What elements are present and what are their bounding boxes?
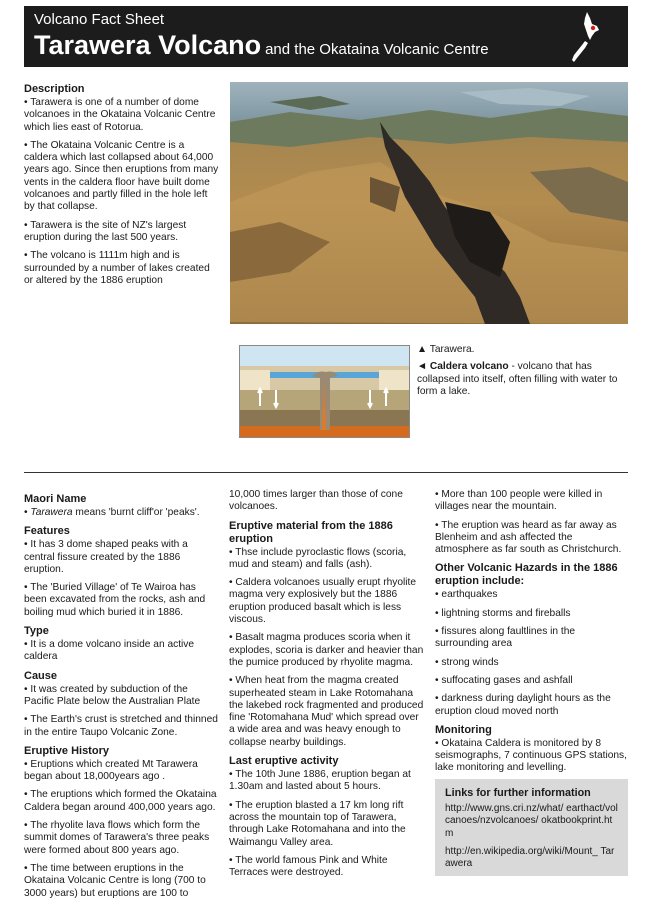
last-activity-item: • The eruption blasted a 17 km long rift across the mountain top of Tarawera, through Lake Rotomahana and into the Waimangu Valley area.	[229, 800, 425, 849]
facts-column-1	[24, 489, 220, 906]
maori-name-heading: Maori Name	[24, 493, 87, 505]
title-suffix: and the Okataina Volcanic Centre	[265, 41, 489, 58]
new-zealand-map-icon	[570, 10, 602, 64]
monitoring-heading: Monitoring	[435, 723, 492, 736]
material-heading: Eruptive material from the 1886 eruption	[229, 519, 393, 545]
hazard-item: • fissures along faultlines in the surrounding area	[435, 626, 628, 651]
type-heading: Type	[24, 625, 49, 638]
history-item: • The eruptions which formed the Okataina Caldera began around 400,000 years ago.	[24, 789, 220, 814]
type-item: • It is a dome volcano inside an active caldera	[24, 639, 220, 664]
description-heading: Description	[24, 83, 85, 95]
feature-item: • The 'Buried Village' of Te Wairoa has been excavated from the rocks, ash and boiling mud which buried it in 1886.	[24, 582, 220, 619]
impact-item: • More than 100 people were killed in villages near the mountain.	[435, 489, 628, 514]
feature-item: • It has 3 dome shaped peaks with a central fissure created by the 1886 eruption.	[24, 539, 220, 576]
page-title	[34, 30, 489, 61]
last-activity-item: • The world famous Pink and White Terraces were destroyed.	[229, 855, 425, 880]
title-main: Tarawera Volcano	[34, 30, 262, 60]
monitoring-item: • Okataina Caldera is monitored by 8 seismographs, 7 continuous GPS stations, lake monitoring and levelling.	[435, 738, 628, 775]
facts-column-2	[229, 489, 425, 885]
cause-item: • It was created by subduction of the Pacific Plate below the Australian Plate	[24, 684, 220, 709]
history-continuation: 10,000 times larger than those of cone volcanoes.	[229, 489, 403, 513]
maori-name-word: Tarawera	[30, 507, 73, 518]
description-item: • The volcano is 1111m high and is surrounded by a number of lakes created or altered by the 1886 eruption	[24, 250, 220, 287]
last-activity-item: • The 10th June 1886, eruption began at 1.30am and lasted about 5 hours.	[229, 769, 425, 794]
material-item: • Thse include pyroclastic flows (scoria, mud and steam) and falls (ash).	[229, 547, 425, 572]
hazards-heading: Other Volcanic Hazards in the 1886 eruption include:	[435, 562, 618, 588]
caldera-cross-section-diagram	[239, 345, 410, 438]
caldera-definition: - volcano that has collapsed into itself, often filling with water to form a lake.	[417, 361, 618, 397]
hazard-item: • lightning storms and fireballs	[435, 608, 628, 620]
impact-item: • The eruption was heard as far away as Blenheim and ash affected the atmosphere as far south as Christchurch.	[435, 520, 628, 557]
maori-name-text	[24, 507, 220, 519]
features-heading: Features	[24, 525, 70, 538]
links-box	[435, 779, 628, 876]
history-item: • Eruptions which created Mt Tarawera began about 18,000years ago .	[24, 759, 220, 784]
description-section	[24, 79, 220, 293]
material-item: • Caldera volcanoes usually erupt rhyolite magma very explosively but the 1886 eruption produced basalt which is less viscous.	[229, 577, 425, 626]
link-gns[interactable]: http://www.gns.cri.nz/what/ earthact/volcanoes/nzvolcanoes/ okatbookprint.htm	[445, 803, 618, 839]
maori-name-meaning: means 'burnt cliff'or 'peaks'.	[72, 507, 200, 518]
description-item: • Tarawera is one of a number of dome volcanoes in the Okataina Volcanic Centre which lies east of Rotorua.	[24, 97, 220, 134]
history-item: • The time between eruptions in the Okataina Volcanic Centre is long (700 to 3000 years) but eruptions are 100 to	[24, 863, 220, 900]
description-item: • Tarawera is the site of NZ's largest eruption during the last 500 years.	[24, 220, 220, 245]
hazard-item: • suffocating gases and ashfall	[435, 675, 628, 687]
caldera-term: ◄ Caldera volcano	[417, 361, 509, 373]
header-banner	[24, 6, 628, 67]
header-subtitle: Volcano Fact Sheet	[34, 11, 165, 28]
material-item: • Basalt magma produces scoria when it explodes, scoria is darker and heavier than the pumice produced by rhyolite magma.	[229, 632, 425, 669]
section-divider	[24, 472, 628, 473]
photo-caption: ▲ Tarawera.	[417, 344, 475, 355]
figure-captions	[417, 344, 627, 398]
tarawera-aerial-photo	[230, 82, 628, 324]
hazard-item: • strong winds	[435, 657, 628, 669]
last-activity-heading: Last eruptive activity	[229, 755, 339, 768]
material-item: • When heat from the magma created superheated steam in Lake Rotomahana the lakebed rock fragmented and produced fine 'Rotomahana Mud' which spread over a wide area and was heavy enough to collapse nearby buildings.	[229, 675, 425, 749]
diagram-caption	[417, 361, 627, 398]
facts-column-3	[435, 489, 628, 781]
cause-heading: Cause	[24, 669, 58, 682]
link-wikipedia[interactable]: http://en.wikipedia.org/wiki/Mount_ Tarawera	[445, 845, 615, 870]
cause-item: • The Earth's crust is stretched and thinned in the entire Taupo Volcanic Zone.	[24, 714, 220, 739]
hazard-item: • earthquakes	[435, 589, 628, 601]
history-heading: Eruptive History	[24, 744, 109, 757]
history-item: • The rhyolite lava flows which form the summit domes of Tarawera's three peaks were formed about 800 years ago.	[24, 820, 220, 857]
links-heading: Links for further information	[445, 787, 591, 799]
hazard-item: • darkness during daylight hours as the eruption cloud moved north	[435, 693, 628, 718]
description-item: • The Okataina Volcanic Centre is a caldera which last collapsed about 64,000 years ago. Since then eruptions from many vents in the caldera floor have built dome volcanoes and partly filled in the hole left by that collapse.	[24, 140, 220, 214]
